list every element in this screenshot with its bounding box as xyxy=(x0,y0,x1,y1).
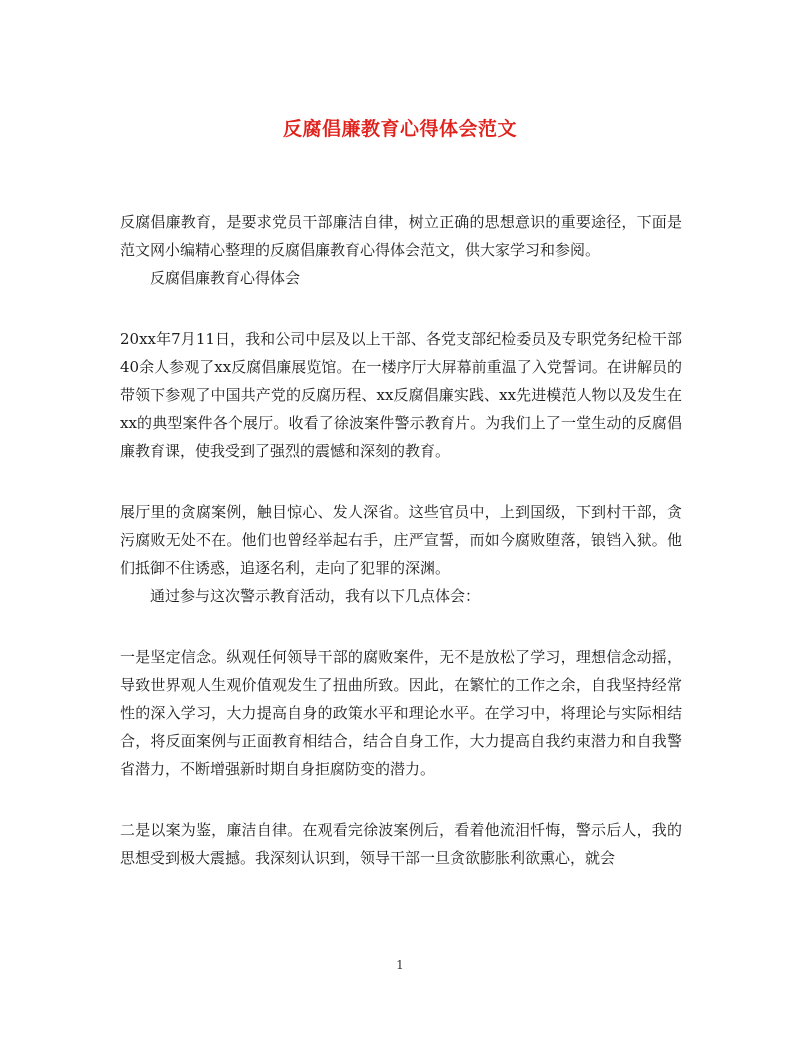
body-paragraph-visit: 20xx年7月11日，我和公司中层及以上干部、各党支部纪检委员及专职党务纪检干部40余人参观了xx反腐倡廉展览馆。在一楼序厅大屏幕前重温了入党誓词。在讲解员的带领下参观了中国共产党的反腐历程、xx反腐倡廉实践、xx先进模范人物以及发生在xx的典型案件各个展厅。收看了徐波案件警示教育片。为我们上了一堂生动的反腐倡廉教育课，使我受到了强烈的震憾和深刻的教育。 xyxy=(120,330,682,460)
document-title: 反腐倡廉教育心得体会范文 xyxy=(282,118,517,140)
intro-paragraph: 反腐倡廉教育，是要求党员干部廉洁自律，树立正确的思想意识的重要途径，下面是范文网小编精心整理的反腐倡廉教育心得体会范文，供大家学习和参阅。 xyxy=(120,213,682,259)
body-paragraph-point-one: 一是坚定信念。纵观任何领导干部的腐败案件，无不是放松了学习，理想信念动摇，导致世界观人生观价值观发生了扭曲所致。因此，在繁忙的工作之余，自我坚持经常性的深入学习，大力提高自身的政策水平和理论水平。在学习中，将理论与实际相结合，将反面案例与正面教育相结合，结合自身工作，大力提高自我约束潜力和自我警省潜力，不断增强新时期自身拒腐防变的潜力。 xyxy=(120,648,682,778)
section-heading: 反腐倡廉教育心得体会 xyxy=(150,269,301,287)
document-body xyxy=(120,208,682,872)
page-number: 1 xyxy=(396,958,404,972)
body-paragraph-point-two: 二是以案为鉴，廉洁自律。在观看完徐波案例后，看着他流泪忏悔，警示后人，我的思想受到极大震撼。我深刻认识到，领导干部一旦贪欲膨胀利欲熏心，就会 xyxy=(120,821,682,867)
body-paragraph-lead-in: 通过参与这次警示教育活动，我有以下几点体会： xyxy=(150,587,481,605)
body-paragraph-cases: 展厅里的贪腐案例，触目惊心、发人深省。这些官员中，上到国级，下到村干部，贪污腐败无处不在。他们也曾经举起右手，庄严宣誓，而如今腐败堕落，锒铛入狱。他们抵御不住诱惑，追逐名利，走向了犯罪的深渊。 xyxy=(120,503,682,577)
